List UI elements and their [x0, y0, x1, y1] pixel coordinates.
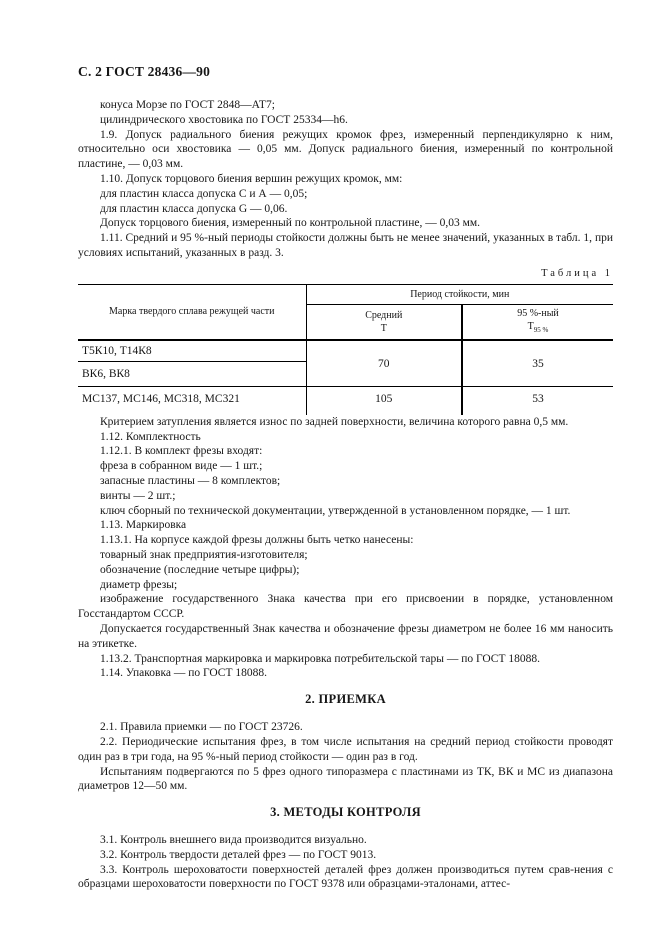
clause-1-12-1: 1.12.1. В комплект фрезы входят: — [100, 445, 263, 458]
marking-item-diameter: диаметр фрезы; — [100, 578, 178, 591]
clause-1-10-item-g: для пластин класса допуска G — 0,06. — [100, 202, 288, 215]
clause-2-1: 2.1. Правила приемки — по ГОСТ 23726. — [100, 721, 303, 734]
table-cell-95pct: 35 — [462, 340, 613, 387]
page-header: С. 2 ГОСТ 28436—90 — [78, 64, 211, 79]
table-header-average — [306, 304, 462, 340]
clause-1-11: 1.11. Средний и 95 %-ный периоды стойкости должны быть не менее значений, указанных в табл. 1, при условиях испытаний, указанных в разд. 3. — [78, 232, 613, 259]
clause-1-9: 1.9. Допуск радиального биения режущих кромок фрез, измеренный перпендикулярно к ним, относительно оси хвостовика — 0,05 мм. Допуск радиального биения, измеренный по контрольной пластине, — 0,03 мм. — [78, 128, 613, 171]
table-header-group: Период стойкости, мин — [306, 284, 613, 304]
table-caption: Таблица 1 — [541, 267, 613, 279]
document-content — [78, 98, 613, 892]
kit-item-screws: винты — 2 шт.; — [100, 489, 176, 502]
table-cell-average: 70 — [306, 340, 462, 387]
table-row — [78, 340, 613, 362]
marking-item-designation: обозначение (последние четыре цифры); — [100, 563, 300, 576]
clause-1-10-item-ca: для пластин класса допуска С и А — 0,05; — [100, 187, 308, 200]
kit-item-wrench: ключ сборный по технической документации, утвержденной в установленном порядке, — 1 шт. — [100, 504, 571, 517]
marking-item-trademark: товарный знак предприятия-изготовителя; — [100, 548, 308, 561]
clause-1-13: 1.13. Маркировка — [100, 519, 187, 532]
kit-item-cutter: фреза в собранном виде — 1 шт.; — [100, 460, 263, 473]
clause-2-2-note: Испытаниям подвергаются по 5 фрез одного типоразмера с пластинами из ТК, ВК и МС из диапазона диаметров 12—50 мм. — [78, 765, 613, 793]
clause-3-3: 3.3. Контроль шероховатости поверхностей деталей фрез должен производиться путем срав-нения с образцами шероховатости поверхности по ГОСТ 9378 или образцами-эталонами, аттес- — [78, 863, 613, 891]
clause-1-14: 1.14. Упаковка — по ГОСТ 18088. — [100, 667, 267, 680]
table-row — [78, 387, 613, 410]
clause-2-2: 2.2. Периодические испытания фрез, в том числе испытания на средний период стойкости проводят один раз в три года, на 95 %-ный период стойкости — один раз в год. — [78, 735, 613, 763]
marking-item-quality-sign: изображение государственного Знака качества при его присвоении в порядке, установленном Госстандартом СССР. — [78, 593, 613, 621]
subheader-avg-symbol: Т — [380, 322, 387, 334]
table-header-row — [78, 284, 613, 304]
clause-1-12: 1.12. Комплектность — [100, 430, 201, 443]
clause-wear-criterion: Критерием затупления является износ по задней поверхности, величина которого равна 0,5 мм. — [100, 415, 569, 428]
durability-table — [78, 284, 613, 415]
table-cell-mark: Т5К10, Т14К8 — [78, 340, 306, 362]
clause-label-allowance: Допускается государственный Знак качества и обозначение фрезы диаметром не более 16 мм наносить на этикетке. — [78, 622, 613, 650]
table-cell-mark: ВК6, ВК8 — [78, 362, 306, 387]
clause-cyl-shank: цилиндрического хвостовика по ГОСТ 25334—h6. — [100, 113, 348, 126]
table-cell-95pct: 53 — [532, 392, 544, 405]
subheader-95-symbol: $Т_{95 \%}$ — [527, 320, 549, 334]
section-heading-control-methods: 3. МЕТОДЫ КОНТРОЛЯ — [270, 805, 421, 820]
clause-1-13-2: 1.13.2. Транспортная маркировка и маркировка потребительской тары — по ГОСТ 18088. — [100, 652, 540, 665]
clause-1-10-note: Допуск торцового биения, измеренный по контрольной пластине, — 0,03 мм. — [100, 217, 481, 230]
subheader-95-label: 95 %-ный — [517, 307, 559, 319]
table-header-95pct — [462, 304, 613, 340]
section-heading-acceptance: 2. ПРИЕМКА — [305, 692, 386, 707]
table-cell-mark: МС137, МС146, МС318, МС321 — [78, 387, 306, 410]
clause-1-10: 1.10. Допуск торцового биения вершин режущих кромок, мм: — [100, 172, 403, 185]
clause-1-13-1: 1.13.1. На корпусе каждой фрезы должны быть четко нанесены: — [100, 534, 414, 547]
table-header-mark: Марка твердого сплава режущей части — [78, 284, 306, 340]
subheader-avg-label: Средний — [365, 309, 403, 321]
clause-3-1: 3.1. Контроль внешнего вида производится визуально. — [100, 834, 367, 847]
kit-item-plates: запасные пластины — 8 комплектов; — [100, 474, 281, 487]
clause-morse-taper: конуса Морзе по ГОСТ 2848—АТ7; — [100, 99, 275, 111]
table-cell-average: 105 — [306, 387, 462, 410]
clause-3-2: 3.2. Контроль твердости деталей фрез — по ГОСТ 9013. — [100, 848, 377, 861]
